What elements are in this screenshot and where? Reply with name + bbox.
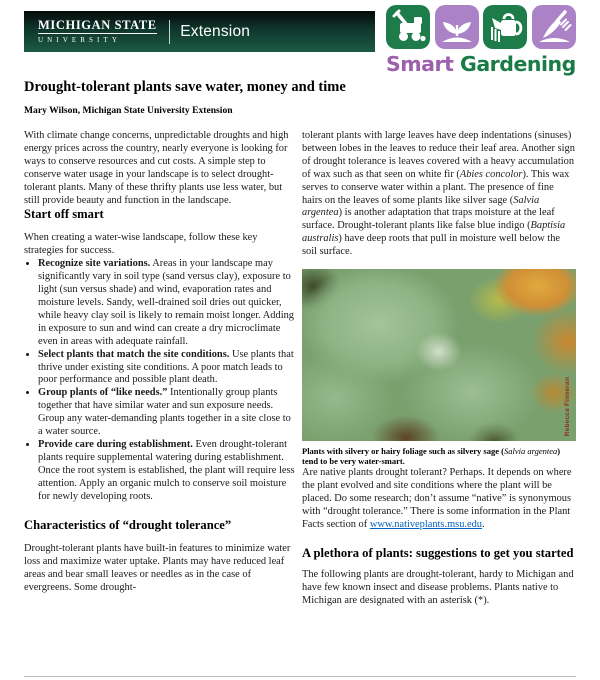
brand-word-smart: Smart — [386, 52, 454, 76]
species-name: Salvia argentea — [302, 194, 540, 219]
paragraph-text: ) have deep roots that pull in moisture well below the soil surface. — [302, 233, 561, 258]
bullet-text: Use plants that thrive under existing site conditions. A poor match leads to poor performance and possible plant death. — [38, 348, 294, 386]
list-item — [38, 349, 296, 388]
bullet-lead: Provide care during establishment. — [38, 438, 193, 450]
section-divider-rule — [24, 676, 576, 677]
banner-divider — [169, 20, 171, 44]
strategies-list — [24, 258, 296, 503]
intro-paragraph: With climate change concerns, unpredictable droughts and high energy prices across the country, nearly everyone is looking for ways to conserve resources and cut costs. A simple step to conserve water usage in your landscape is to select drought-tolerant plants. Many of these thrifty plants use less water, but still provide beauty and function in the landscape. — [24, 130, 289, 206]
msu-wordmark — [38, 19, 157, 45]
paragraph-text: . — [482, 518, 485, 530]
strategies-lead-paragraph: When creating a water-wise landscape, follow these key strategies for success. — [24, 232, 258, 257]
bullet-text: Intentionally group plants together that have similar water and sun exposure needs. Group any water-demanding plants together in a site close to a water source. — [38, 387, 291, 438]
silvery-sage-photo — [302, 269, 576, 441]
characteristics-paragraph: Drought-tolerant plants have built-in features to minimize water loss and maximize water uptake. Plants may have reduced leaf areas and bear small leaves or needles as in the case of evergreens. Some drought- — [24, 543, 291, 594]
heading-start-off-smart: Start off smart — [24, 207, 104, 222]
msu-extension-banner — [24, 11, 375, 52]
lawn-mower-icon — [386, 5, 430, 49]
heading-plethora: A plethora of plants: suggestions to get you started — [302, 546, 574, 561]
smart-gardening-wordmark — [386, 52, 578, 76]
heading-characteristics: Characteristics of “drought tolerance” — [24, 518, 232, 533]
brand-word-gardening: Gardening — [460, 52, 576, 76]
bullet-lead: Select plants that match the site conditions. — [38, 348, 230, 360]
list-item — [38, 387, 296, 439]
plethora-paragraph: The following plants are drought-tolerant, hardy to Michigan and have few known insect and disease problems. Plants native to Michigan are designated with an asterisk (*). — [302, 569, 574, 607]
paragraph-text: ). This wax serves to conserve water within a plant. The presence of fine hairs on the leaves of some plants like silver sage ( — [302, 168, 570, 206]
smart-gardening-icon-row — [386, 5, 578, 49]
garden-tools-icon — [532, 5, 576, 49]
species-name: Salvia argentea — [503, 446, 558, 457]
native-plants-paragraph — [302, 467, 576, 532]
caption-text: ) tend to be very water-smart. — [302, 446, 561, 467]
page-title: Drought-tolerant plants save water, money and time — [24, 79, 346, 95]
watering-can-icon — [483, 5, 527, 49]
extension-label: Extension — [180, 22, 251, 40]
species-name: Baptisia australis — [302, 220, 566, 245]
msu-wordmark-line1: MICHIGAN STATE — [38, 17, 157, 32]
msu-wordmark-line2: UNIVERSITY — [38, 35, 121, 44]
list-item — [38, 439, 296, 504]
paragraph-text: Are native plants drought tolerant? Perhaps. It depends on where the plant evolved and site conditions where the plant will be placed. Do some research; don’t assume “native” is synonymous with “drought tolerance.” There is some information in the Plant Facts section of — [302, 466, 572, 530]
bullet-text: Even drought-tolerant plants require supplemental watering during establishment. Once the root system is established, the plant will require less attention. Apply an organic mulch to conserve soil moisture for newly developing roots. — [38, 438, 295, 502]
paragraph-text: tolerant plants with large leaves have deep indentations (sinuses) between lobes in the leaves to reduce their leaf area. Another sign of drought tolerance is leaves covered with a heavy accumulation of wax such as that seen on white fir ( — [302, 130, 575, 180]
caption-text: Plants with silvery or hairy foliage such as silvery sage ( — [302, 446, 504, 457]
right-column — [302, 130, 576, 608]
left-column — [24, 130, 296, 595]
photo-credit: Rebecca Finneran — [564, 376, 572, 437]
silvery-sage-figure — [302, 269, 576, 467]
list-item — [38, 258, 296, 348]
paragraph-text: ) is another adaptation that traps moisture at the leaf surface. Drought-tolerant plants like false blue indigo ( — [302, 207, 555, 232]
photo-caption — [302, 446, 576, 467]
nativeplants-link[interactable]: www.nativeplants.msu.edu — [369, 518, 482, 530]
bullet-text: Areas in your landscape may significantly vary in soil type (sand versus clay), exposure to light (sun versus shade) and wind, evaporation rates and moisture levels. Sandy, well-drained soil dries out quicker, while heavy clay soil is likely to remain moist longer. Adding in exposure to sun and wind can create a dry microclimate even in areas with adequate rainfall. — [38, 258, 294, 347]
bullet-lead: Group plants of “like needs.” — [38, 387, 168, 399]
smart-gardening-logo — [386, 5, 578, 76]
seedling-icon — [435, 5, 479, 49]
bullet-lead: Recognize site variations. — [38, 258, 151, 270]
characteristics-continued-paragraph — [302, 130, 576, 259]
species-name: Abies concolor — [459, 168, 523, 180]
byline: Mary Wilson, Michigan State University Extension — [24, 105, 233, 116]
